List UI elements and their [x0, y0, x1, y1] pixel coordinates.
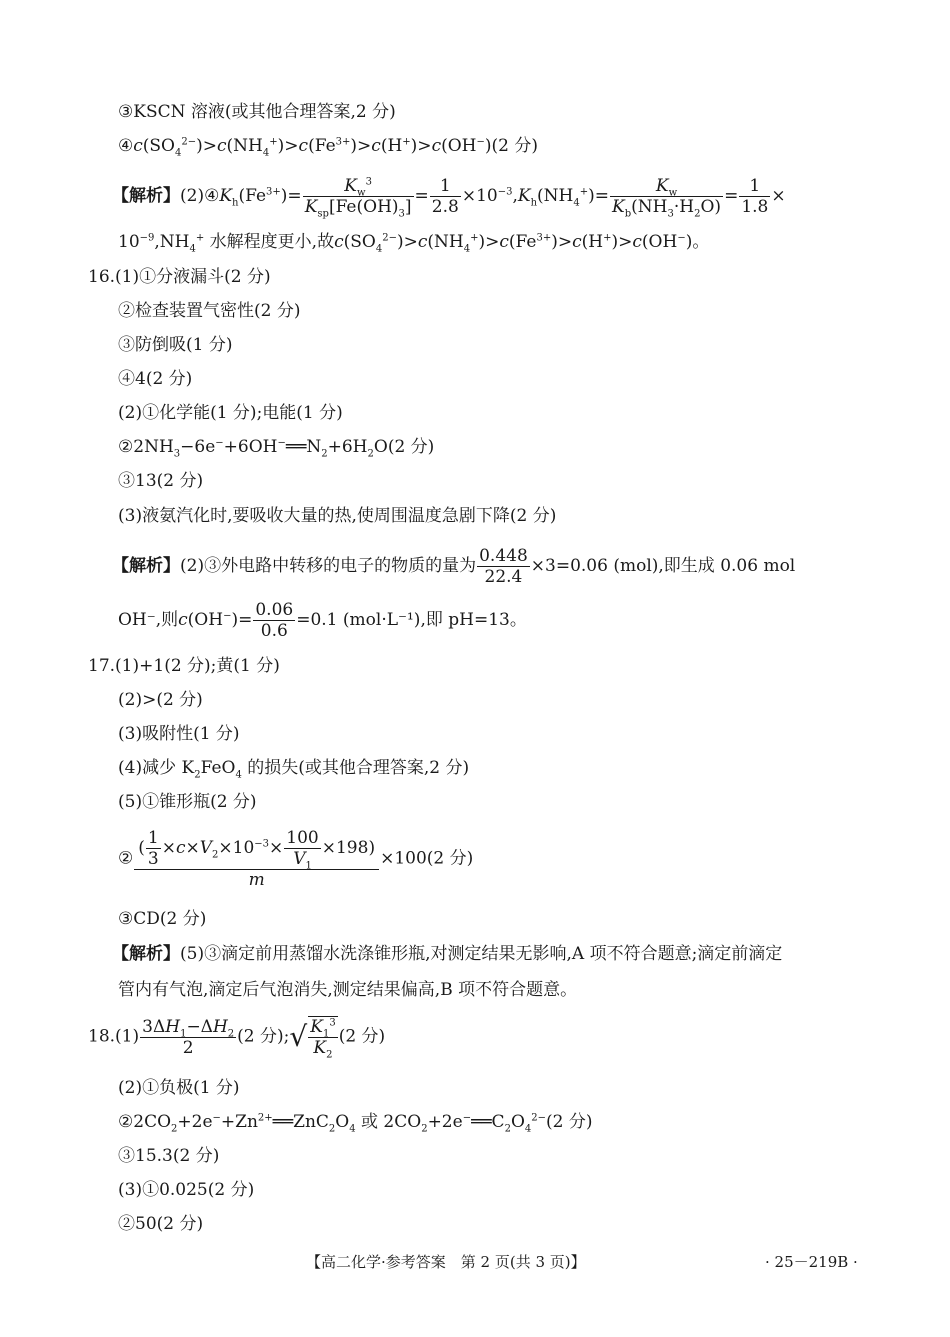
q17-line-1: 17.(1)+1(2 分);黄(1 分) — [88, 656, 280, 676]
q16-line-2: ②检查装置气密性(2 分) — [118, 301, 301, 321]
q16-line-7: ③13(2 分) — [118, 471, 204, 491]
q17-analysis: 【解析】(5)③滴定前用蒸馏水洗涤锥形瓶,对测定结果无影响,A 项不符合题意;滴定前滴定 — [112, 944, 783, 964]
q16-analysis-cont: OH⁻,则c(OH−)= $\frac{0.06}{0.6}$ =0.1 (mol·L⁻¹),即 pH=13。 — [118, 600, 527, 641]
q15-line-4: $④c(SO_4^{2-})>c(NH_4^+)>c(Fe^{3+})>c(H^+)>c(OH^-)(2$ 分) — [118, 136, 539, 159]
q18-line-5: (3)①0.025(2 分) — [118, 1180, 255, 1200]
q15-analysis-cont: $10^{-9},NH_4^+$ 水解程度更小,故$c(SO_4^{2-})>c(NH_4^+)>c(Fe^{3+})>c(H^+)>c(OH^-)$。 — [118, 232, 710, 255]
q16-line-1: 16.(1)①分液漏斗(2 分) — [88, 267, 271, 287]
q16-line-4: ④4(2 分) — [118, 369, 193, 389]
q16-analysis: 【解析】(2)③外电路中转移的电子的物质的量为 $\frac{0.448}{22.4}$ ×3=0.06 (mol),即生成 0.06 mol — [112, 546, 796, 587]
q17-line-2: (2)>(2 分) — [118, 690, 203, 710]
q16-line-6: $②2NH_3-6e^-+6OH^-══N_2+6H_2O(2$ 分) — [118, 437, 435, 460]
q15-analysis: 【解析】$(2)④K_h(Fe^{3+})=$ $\frac{K_w^3}{K_{sp}[Fe(OH)_3]}$ = $\frac{1}{2.8}$ $\times 10^{-3},K_h(NH_4^+)=$ $\frac{K_w}{K_b(NH_3\cdot H_2O)}$ = $\frac{1}{1.8}$ × — [112, 176, 786, 220]
q17-line-5: (5)①锥形瓶(2 分) — [118, 792, 257, 812]
q18-line-6: ②50(2 分) — [118, 1214, 204, 1234]
q17-line-6-formula: ② ( $\frac{1}{3}$ $\times c\times V_2\times 10^{-3}\times$ $\frac{100}{V_1}$ ×198) m ×100(2 分) — [118, 828, 474, 890]
q15-line-3: ③KSCN 溶液(或其他合理答案,2 分) — [118, 102, 396, 122]
q17-line-4: (4)减少 $K_2FeO_4$ 的损失(或其他合理答案,2 分) — [118, 758, 470, 781]
sqrt-symbol: √ $\frac{K_1^3}{K_2}$ — [289, 1017, 336, 1061]
q18-line-4: ③15.3(2 分) — [118, 1146, 220, 1166]
q17-line-7: ③CD(2 分) — [118, 909, 207, 929]
q16-line-3: ③防倒吸(1 分) — [118, 335, 233, 355]
page-footer-code: · 25－219B · — [765, 1253, 858, 1271]
q16-line-8: (3)液氨汽化时,要吸收大量的热,使周围温度急剧下降(2 分) — [118, 506, 557, 526]
q16-line-5: (2)①化学能(1 分);电能(1 分) — [118, 403, 343, 423]
page-footer-title: 【高二化学·参考答案 第 2 页(共 3 页)】 — [306, 1253, 586, 1271]
q18-line-1: 18.(1) $\frac{3\Delta H_1-\Delta H_2}{2}$ (2 分);√ $\frac{K_1^3}{K_2}$ (2 分) — [88, 1016, 386, 1061]
q18-line-2: (2)①负极(1 分) — [118, 1078, 240, 1098]
q17-line-3: (3)吸附性(1 分) — [118, 724, 240, 744]
q18-line-3: $②2CO_2+2e^-+Zn^{2+}══ZnC_2O_4$ 或 $2CO_2+2e^-══C_2O_4^{2-}(2$ 分) — [118, 1112, 593, 1135]
q17-analysis-cont: 管内有气泡,滴定后气泡消失,测定结果偏高,B 项不符合题意。 — [118, 980, 578, 1000]
